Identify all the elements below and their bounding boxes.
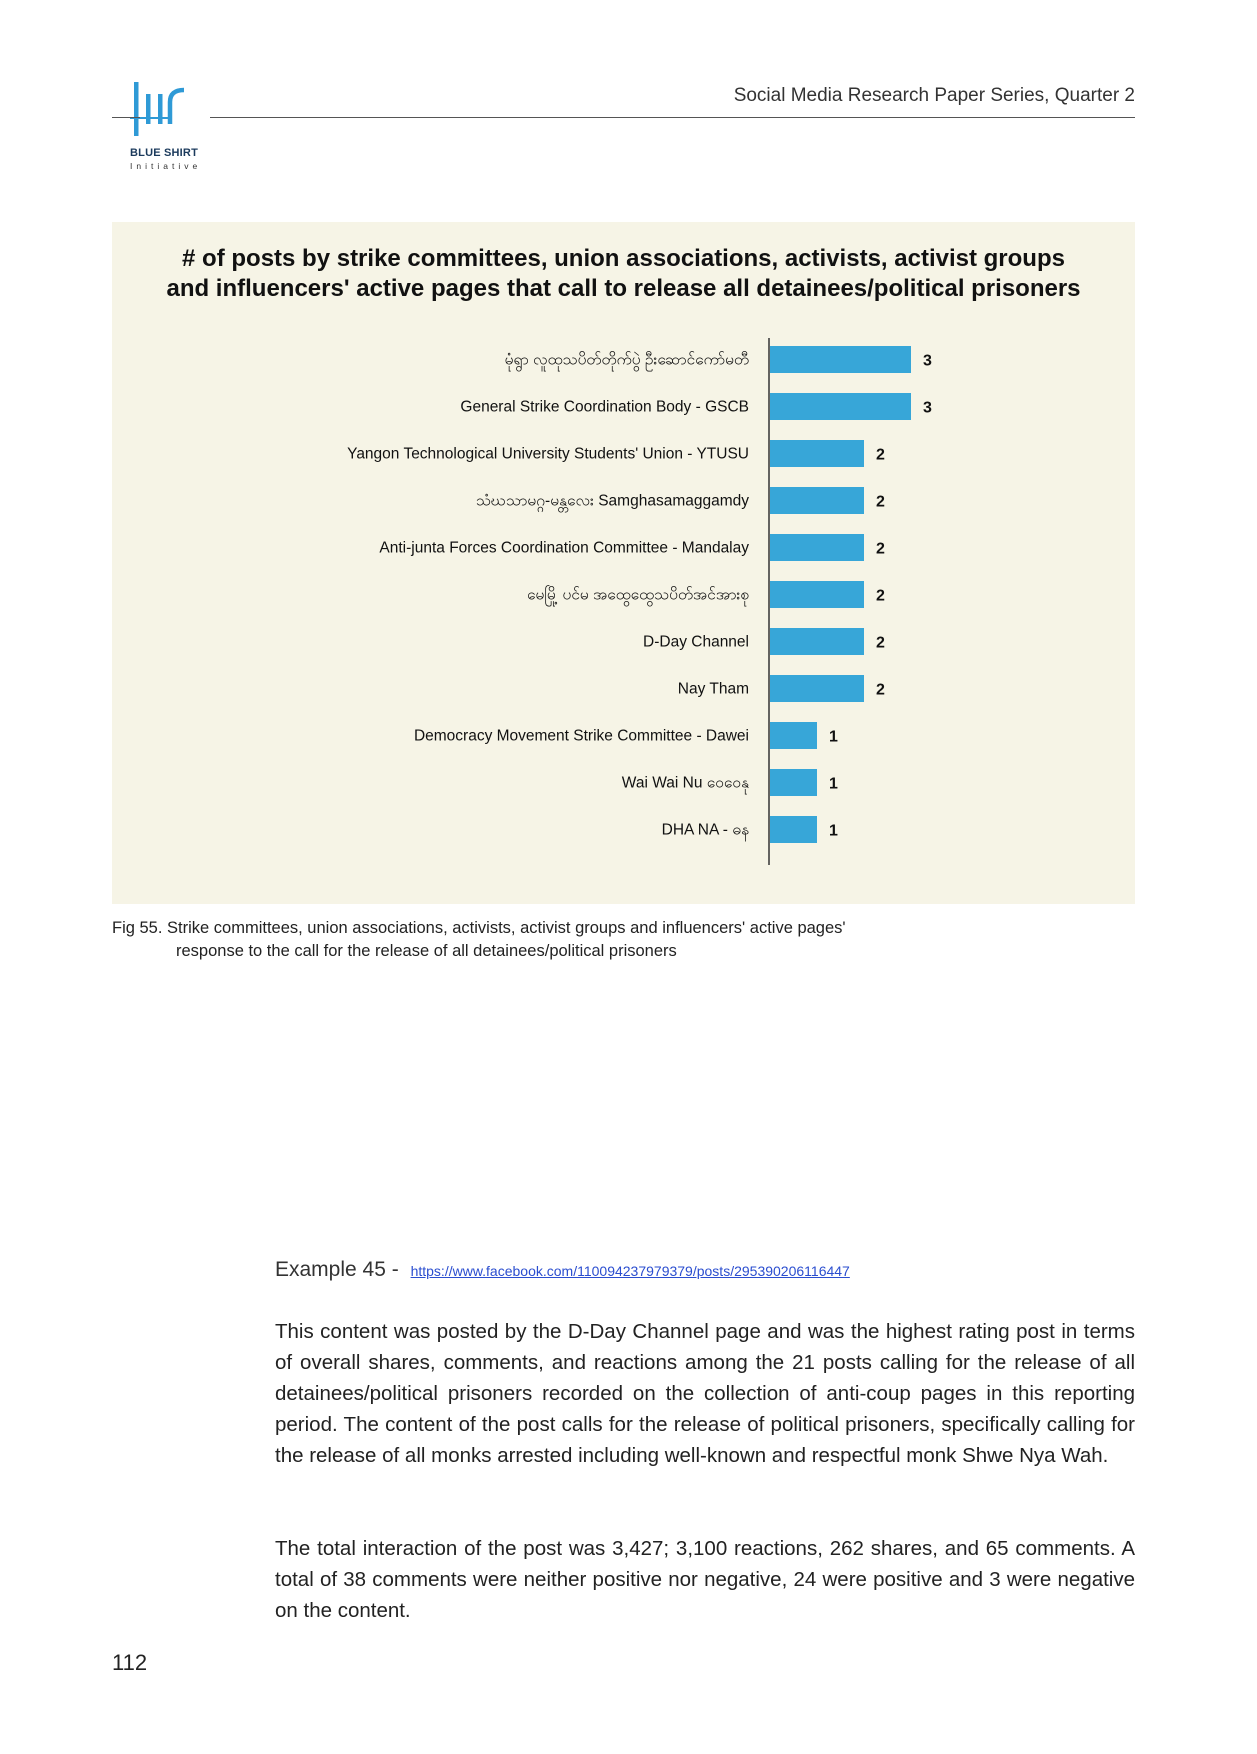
blue-shirt-logo: [130, 80, 210, 180]
category-label: DHA NA - ဓန: [661, 821, 749, 839]
chart-title-line-2: and influencers' active pages that call to release all detainees/political prisoners: [166, 275, 1081, 302]
data-label: 2: [876, 493, 885, 511]
data-label: 2: [876, 540, 885, 558]
logo-name: BLUE SHIRT: [130, 147, 198, 159]
bar: [770, 816, 817, 843]
page-number: 112: [112, 1650, 148, 1675]
body-paragraph: This content was posted by the D-Day Channel page and was the highest rating post in terms of overall shares, comments, and reactions among the 21 posts calling for the release of all detainees/political prisoners recorded on the collection of anti-coup pages in this reporting period. The content of the post calls for the release of political prisoners, specifically calling for the release of all monks arrested including well-known and respectful monk Shwe Nya Wah.: [275, 1320, 1135, 1467]
data-label: 3: [923, 399, 932, 417]
category-label: D-Day Channel: [643, 633, 749, 651]
bar-chart-panel: [112, 222, 1135, 904]
bar: [770, 722, 817, 749]
bar: [770, 440, 864, 467]
category-label: မေမြို့ ပင်မ အထွေထွေသပိတ်အင်အားစု: [526, 586, 749, 604]
caption-line-2: response to the call for the release of all detainees/political prisoners: [176, 942, 677, 960]
example-label: Example 45 -: [275, 1258, 399, 1281]
data-label: 2: [876, 681, 885, 699]
figure-caption: [112, 917, 1012, 963]
category-label: မုံရွာ လူထုသပိတ်တိုက်ပွဲ ဦးဆောင်ကော်မတီ: [504, 351, 749, 369]
logo-subtitle: Initiative: [130, 161, 202, 171]
bar-chart: [112, 222, 1135, 904]
example-link[interactable]: https://www.facebook.com/110094237979379/posts/295390206116447: [410, 1263, 850, 1279]
category-label: Nay Tham: [677, 680, 749, 698]
logo-mark-icon: [130, 80, 210, 144]
caption-line-1: Fig 55. Strike committees, union associations, activists, activist groups and influencers' active pages': [112, 919, 846, 937]
header-rule-left: [112, 117, 140, 118]
bar: [770, 581, 864, 608]
bar: [770, 346, 911, 373]
running-title: Social Media Research Paper Series, Quarter 2: [733, 85, 1135, 106]
data-label: 2: [876, 634, 885, 652]
bar: [770, 628, 864, 655]
data-label: 1: [829, 775, 838, 793]
bar: [770, 769, 817, 796]
data-label: 1: [829, 822, 838, 840]
example-heading: [275, 1258, 850, 1282]
data-label: 2: [876, 446, 885, 464]
data-label: 2: [876, 587, 885, 605]
data-label: 3: [923, 352, 932, 370]
category-label: သံဃသာမဂ္ဂ-မန္တလေး Samghasamaggamdy: [475, 492, 749, 510]
category-label: General Strike Coordination Body - GSCB: [460, 398, 749, 416]
category-label: Democracy Movement Strike Committee - Dawei: [413, 727, 749, 745]
bar: [770, 487, 864, 514]
category-label: Yangon Technological University Students' Union - YTUSU: [347, 445, 749, 463]
body-paragraph: The total interaction of the post was 3,427; 3,100 reactions, 262 shares, and 65 comments. A total of 38 comments were neither positive nor negative, 24 were positive and 3 were negative on the content.: [275, 1537, 1135, 1622]
category-label: Anti-junta Forces Coordination Committee - Mandalay: [379, 539, 749, 557]
bar: [770, 393, 911, 420]
bar: [770, 675, 864, 702]
chart-title-line-1: # of posts by strike committees, union associations, activists, activist groups: [182, 245, 1065, 272]
bar: [770, 534, 864, 561]
category-label: Wai Wai Nu ဝေဝေနု: [621, 774, 749, 792]
header-rule: [210, 117, 1135, 118]
data-label: 1: [829, 728, 838, 746]
